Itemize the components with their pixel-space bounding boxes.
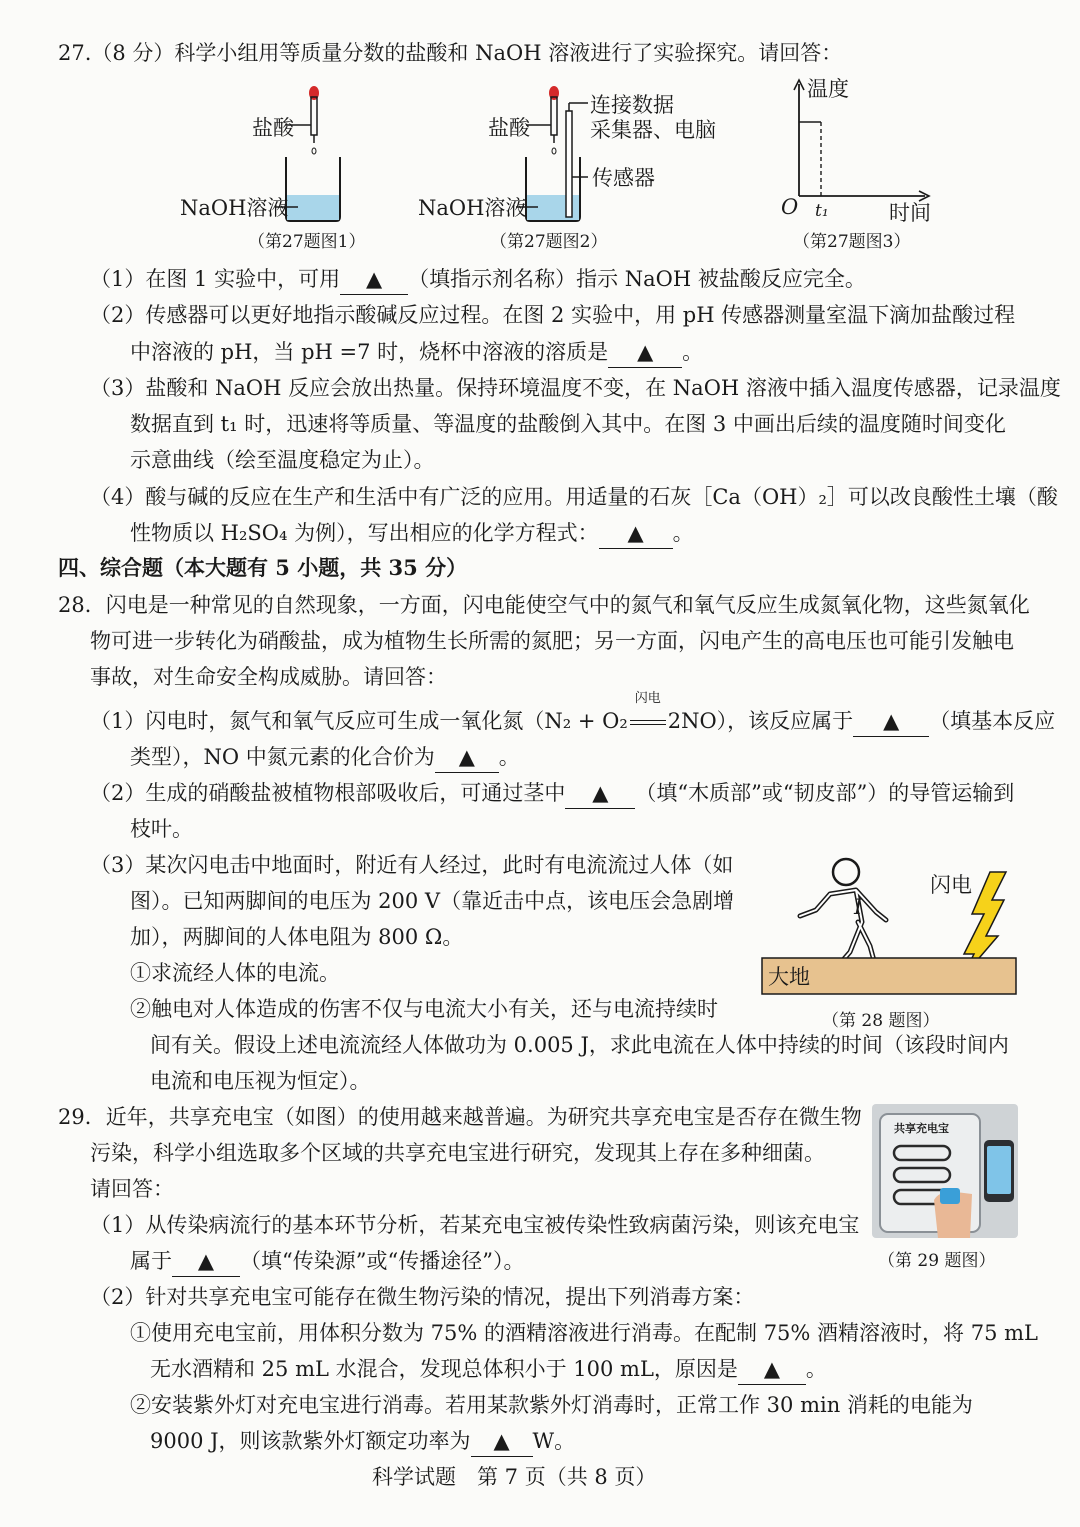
q29-sub2-part2-line1: ②安装紫外灯对充电宝进行消毒。若用某款紫外灯消毒时，正常工作 30 min 消耗的电能为 — [130, 1393, 973, 1417]
q29-sub2-part1-line2: 无水酒精和 25 mL 水混合，发现总体积小于 100 mL，原因是 ▲ 。 — [150, 1354, 827, 1385]
q29-caption: （第 29 题图） — [878, 1251, 996, 1271]
q28-sub3-line1: （3）某次闪电击中地面时，附近有人经过，此时有电流流过人体（如 — [90, 853, 734, 877]
answer-blank[interactable]: ▲ — [853, 706, 929, 737]
q28-sub3-part2-line2: 间有关。假设上述电流流经人体做功为 0.005 J，求此电流在人体中持续的时间（该段时间内 — [150, 1033, 1009, 1057]
ground-label: 大地 — [768, 965, 810, 989]
answer-blank[interactable]: ▲ — [608, 337, 682, 368]
q27-stem: 27.（8 分）科学小组用等质量分数的盐酸和 NaOH 溶液进行了实验探究。请回答： — [58, 41, 843, 65]
q27-sub4-line1: （4）酸与碱的反应在生产和生活中有广泛的应用。用适量的石灰［Ca（OH）₂］可以改良酸性土壤（酸 — [90, 485, 1058, 509]
q28-sub2-line1: （2）生成的硝酸盐被植物根部吸收后，可通过茎中 ▲ （填“木质部”或“韧皮部”）的导管运输到 — [90, 778, 1014, 809]
q28-stem-line3: 事故，对生命安全构成威胁。请回答： — [90, 665, 447, 689]
q29-stem-line3: 请回答： — [90, 1177, 174, 1201]
q28-sub3-part1: ①求流经人体的电流。 — [130, 961, 340, 985]
fig2-sensor-label: 传感器 — [592, 166, 655, 190]
page-footer: 科学试题 第 7 页（共 8 页） — [372, 1465, 657, 1489]
q28-stem-line1: 28．闪电是一种常见的自然现象，一方面，闪电能使空气中的氮气和氧气反应生成氮氧化物，这些氮氧化 — [58, 593, 1030, 617]
q29-stem-line1: 29．近年，共享充电宝（如图）的使用越来越普遍。为研究共享充电宝是否存在微生物 — [58, 1105, 862, 1129]
reaction-arrow — [628, 691, 668, 736]
q28-stem-line2: 物可进一步转化为硝酸盐，成为植物生长所需的氮肥；另一方面，闪电产生的高电压也可能引发触电 — [90, 629, 1014, 653]
reaction-condition: 闪电 — [634, 691, 661, 706]
q29-sub2-part1-line1: ①使用充电宝前，用体积分数为 75% 的酒精溶液进行消毒。在配制 75% 酒精溶液时，将 75 mL — [130, 1321, 1038, 1345]
q29-sub1-line2: 属于 ▲ （填“传染源”或“传播途径”）。 — [130, 1246, 524, 1277]
q29-sub2-line1: （2）针对共享充电宝可能存在微生物污染的情况，提出下列消毒方案： — [90, 1285, 755, 1309]
answer-blank[interactable]: ▲ — [599, 518, 673, 549]
fig1-acid-label: 盐酸 — [252, 116, 294, 140]
q28-sub3-part2-line1: ②触电对人体造成的伤害不仅与电流大小有关，还与电流持续时 — [130, 997, 718, 1021]
answer-blank[interactable]: ▲ — [471, 1426, 533, 1457]
q27-figure-2 — [410, 85, 730, 255]
q27-sub2-line1: （2）传感器可以更好地指示酸碱反应过程。在图 2 实验中，用 pH 传感器测量室温下滴加盐酸过程 — [90, 303, 1016, 327]
q27-sub2-line2: 中溶液的 pH，当 pH =7 时，烧杯中溶液的溶质是 ▲ 。 — [130, 337, 703, 368]
answer-blank[interactable]: ▲ — [172, 1246, 240, 1277]
answer-blank[interactable]: ▲ — [435, 742, 499, 773]
fig2-acid-label: 盐酸 — [488, 116, 530, 140]
fig3-ylabel: 温度 — [807, 77, 849, 101]
q27-sub3-line3: 示意曲线（绘至温度稳定为止）。 — [130, 448, 435, 472]
q29-figure — [872, 1104, 1020, 1284]
power-bank-sign: 共享充电宝 — [894, 1122, 949, 1135]
q27-sub1: （1）在图 1 实验中，可用 ▲ （填指示剂名称）指示 NaOH 被盐酸反应完全。 — [90, 264, 866, 295]
q28-figure — [758, 850, 1020, 1040]
fig2-base-label: NaOH溶液 — [418, 196, 527, 220]
answer-blank[interactable]: ▲ — [340, 264, 408, 295]
fig3-tick: t₁ — [815, 201, 829, 221]
q28-sub3-part2-line3: 电流和电压视为恒定）。 — [150, 1069, 371, 1093]
fig2-caption: （第27题图2） — [490, 232, 608, 252]
q27-sub3-line1: （3）盐酸和 NaOH 反应会放出热量。保持环境温度不变，在 NaOH 溶液中插入温度传感器，记录温度 — [90, 376, 1061, 400]
fig2-data-label-2: 采集器、电脑 — [590, 118, 716, 142]
q28-sub1-line1: （1）闪电时，氮气和氧气反应可生成一氧化氮（N₂ + O₂ 闪电 2NO），该反应属于 ▲ （填基本反应 — [90, 706, 1055, 737]
q28-sub1-line2: 类型），NO 中氮元素的化合价为 ▲ 。 — [130, 742, 520, 773]
q27-sub4-line2: 性物质以 H₂SO₄ 为例），写出相应的化学方程式： ▲ 。 — [130, 518, 694, 549]
q28-sub2-line2: 枝叶。 — [130, 817, 193, 841]
q27-figure-1 — [170, 85, 370, 255]
q29-sub1-line1: （1）从传染病流行的基本环节分析，若某充电宝被传染性致病菌污染，则该充电宝 — [90, 1213, 860, 1237]
fig3-caption: （第27题图3） — [793, 232, 911, 252]
current-label: I — [854, 895, 863, 919]
fig3-origin: O — [781, 195, 799, 219]
answer-blank[interactable]: ▲ — [738, 1354, 806, 1385]
q29-stem-line2: 污染，科学小组选取多个区域的共享充电宝进行研究，发现其上存在多种细菌。 — [90, 1141, 825, 1165]
q29-sub2-part2-line2: 9000 J，则该款紫外灯额定功率为 ▲ W。 — [150, 1426, 575, 1457]
fig1-caption: （第27题图1） — [248, 232, 366, 252]
q27-sub3-line2: 数据直到 t₁ 时，迅速将等质量、等温度的盐酸倒入其中。在图 3 中画出后续的温度随时间变化 — [130, 412, 1006, 436]
q28-caption: （第 28 题图） — [822, 1011, 940, 1031]
q27-figure-3 — [775, 72, 945, 257]
q28-sub3-line2: 图）。已知两脚间的电压为 200 V（靠近击中点，该电压会急剧增 — [130, 889, 735, 913]
answer-blank[interactable]: ▲ — [565, 778, 635, 809]
q28-sub3-line3: 加），两脚间的人体电阻为 800 Ω。 — [130, 925, 464, 949]
section-heading: 四、综合题（本大题有 5 小题，共 35 分） — [58, 555, 468, 580]
lightning-label: 闪电 — [930, 873, 972, 897]
fig1-base-label: NaOH溶液 — [180, 196, 289, 220]
fig3-xlabel: 时间 — [889, 201, 931, 225]
fig2-data-label-1: 连接数据 — [590, 93, 674, 117]
